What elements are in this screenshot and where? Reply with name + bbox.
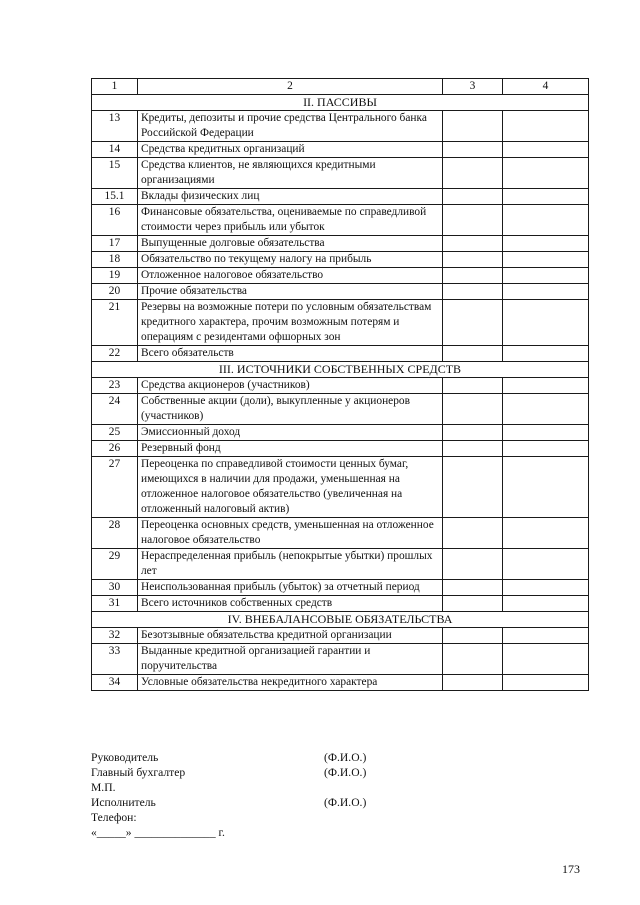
row-description-cell: Резервы на возможные потери по условным обязательствам кредитного характера, прочим возможным потерям и операциям с резидентами офшорных зон [138,300,443,346]
row-value-cell-4 [503,142,589,158]
row-value-cell-4 [503,205,589,236]
table-row [92,644,589,675]
table-row [92,205,589,236]
row-number-cell: 33 [92,644,138,675]
row-value-cell-4 [503,158,589,189]
row-value-cell-3 [443,675,503,691]
row-value-cell-4 [503,425,589,441]
row-number-cell: 21 [92,300,138,346]
row-number-cell: 14 [92,142,138,158]
page-number: 173 [562,862,580,876]
date-line: «_____» ______________ г. [91,826,225,839]
row-description-cell: Эмиссионный доход [138,425,443,441]
chief-accountant-fio-label: (Ф.И.О.) [324,766,367,779]
row-number-cell: 18 [92,252,138,268]
head-fio-label: (Ф.И.О.) [324,751,367,764]
row-description-cell: Переоценка по справедливой стоимости ценных бумаг, имеющихся в наличии для продажи, уменьшенная на отложенное налоговое обязательство (увеличенная на отложенный налоговый актив) [138,457,443,518]
row-description-cell: Собственные акции (доли), выкупленные у акционеров (участников) [138,394,443,425]
row-description-cell: Неиспользованная прибыль (убыток) за отчетный период [138,580,443,596]
row-value-cell-3 [443,628,503,644]
row-description-cell: Прочие обязательства [138,284,443,300]
row-value-cell-3 [443,268,503,284]
row-value-cell-4 [503,644,589,675]
row-value-cell-4 [503,394,589,425]
row-value-cell-3 [443,378,503,394]
row-number-cell: 17 [92,236,138,252]
row-description-cell: Средства акционеров (участников) [138,378,443,394]
table-row [92,284,589,300]
row-number-cell: 20 [92,284,138,300]
section-title: IV. ВНЕБАЛАНСОВЫЕ ОБЯЗАТЕЛЬСТВА [92,612,589,628]
table-row [92,158,589,189]
row-number-cell: 13 [92,111,138,142]
row-number-cell: 19 [92,268,138,284]
row-number-cell: 34 [92,675,138,691]
row-number-cell: 29 [92,549,138,580]
executor-label: Исполнитель [91,796,156,809]
row-number-cell: 15.1 [92,189,138,205]
table-row [92,394,589,425]
row-value-cell-3 [443,457,503,518]
section-title: III. ИСТОЧНИКИ СОБСТВЕННЫХ СРЕДСТВ [92,362,589,378]
row-description-cell: Финансовые обязательства, оцениваемые по справедливой стоимости через прибыль или убыток [138,205,443,236]
row-value-cell-4 [503,346,589,362]
balance-table [91,78,589,691]
row-number-cell: 15 [92,158,138,189]
row-value-cell-3 [443,394,503,425]
row-value-cell-4 [503,628,589,644]
row-description-cell: Обязательство по текущему налогу на прибыль [138,252,443,268]
table-row [92,189,589,205]
row-number-cell: 26 [92,441,138,457]
table-row [92,111,589,142]
head-label: Руководитель [91,751,159,764]
section-header-row [92,95,589,111]
row-value-cell-4 [503,457,589,518]
table-row [92,268,589,284]
row-value-cell-4 [503,111,589,142]
table-row [92,252,589,268]
row-number-cell: 23 [92,378,138,394]
row-value-cell-3 [443,300,503,346]
table-row [92,580,589,596]
table-row [92,457,589,518]
row-value-cell-4 [503,252,589,268]
row-description-cell: Средства клиентов, не являющихся кредитными организациями [138,158,443,189]
row-value-cell-3 [443,252,503,268]
table-row [92,425,589,441]
row-description-cell: Безотзывные обязательства кредитной организации [138,628,443,644]
phone-label: Телефон: [91,811,137,824]
column-number-4: 4 [503,79,589,95]
table-row [92,441,589,457]
executor-fio-label: (Ф.И.О.) [324,796,367,809]
section-header-row [92,362,589,378]
row-value-cell-4 [503,189,589,205]
row-value-cell-3 [443,441,503,457]
row-value-cell-3 [443,425,503,441]
row-value-cell-4 [503,236,589,252]
row-description-cell: Нераспределенная прибыль (непокрытые убытки) прошлых лет [138,549,443,580]
table-row [92,549,589,580]
row-value-cell-4 [503,300,589,346]
row-value-cell-3 [443,644,503,675]
section-header-row [92,612,589,628]
table-row [92,596,589,612]
row-value-cell-3 [443,549,503,580]
row-value-cell-4 [503,378,589,394]
table-row [92,518,589,549]
row-value-cell-3 [443,580,503,596]
table-row [92,346,589,362]
row-value-cell-3 [443,189,503,205]
table-row [92,142,589,158]
column-number-3: 3 [443,79,503,95]
row-number-cell: 30 [92,580,138,596]
row-value-cell-3 [443,158,503,189]
row-value-cell-4 [503,284,589,300]
row-value-cell-4 [503,268,589,284]
row-number-cell: 16 [92,205,138,236]
section-title: II. ПАССИВЫ [92,95,589,111]
table-row [92,300,589,346]
row-number-cell: 32 [92,628,138,644]
row-value-cell-3 [443,236,503,252]
row-number-cell: 31 [92,596,138,612]
row-description-cell: Переоценка основных средств, уменьшенная на отложенное налоговое обязательство [138,518,443,549]
row-description-cell: Выпущенные долговые обязательства [138,236,443,252]
row-value-cell-4 [503,518,589,549]
row-value-cell-4 [503,596,589,612]
stamp-label: М.П. [91,781,116,794]
row-number-cell: 24 [92,394,138,425]
table-row [92,378,589,394]
row-value-cell-3 [443,518,503,549]
row-value-cell-3 [443,346,503,362]
column-number-2: 2 [138,79,443,95]
row-description-cell: Условные обязательства некредитного характера [138,675,443,691]
row-value-cell-3 [443,596,503,612]
table-row [92,236,589,252]
column-number-row [92,79,589,95]
row-description-cell: Средства кредитных организаций [138,142,443,158]
row-number-cell: 28 [92,518,138,549]
row-value-cell-3 [443,111,503,142]
row-description-cell: Всего обязательств [138,346,443,362]
row-number-cell: 22 [92,346,138,362]
row-description-cell: Резервный фонд [138,441,443,457]
table-row [92,675,589,691]
row-description-cell: Кредиты, депозиты и прочие средства Центрального банка Российской Федерации [138,111,443,142]
row-number-cell: 27 [92,457,138,518]
row-value-cell-4 [503,675,589,691]
row-value-cell-4 [503,549,589,580]
row-number-cell: 25 [92,425,138,441]
chief-accountant-label: Главный бухгалтер [91,766,186,779]
table-row [92,628,589,644]
row-value-cell-3 [443,142,503,158]
row-value-cell-4 [503,580,589,596]
row-value-cell-3 [443,284,503,300]
row-description-cell: Выданные кредитной организацией гарантии и поручительства [138,644,443,675]
row-description-cell: Отложенное налоговое обязательство [138,268,443,284]
column-number-1: 1 [92,79,138,95]
table-body [92,79,589,691]
row-description-cell: Вклады физических лиц [138,189,443,205]
row-value-cell-3 [443,205,503,236]
row-description-cell: Всего источников собственных средств [138,596,443,612]
row-value-cell-4 [503,441,589,457]
